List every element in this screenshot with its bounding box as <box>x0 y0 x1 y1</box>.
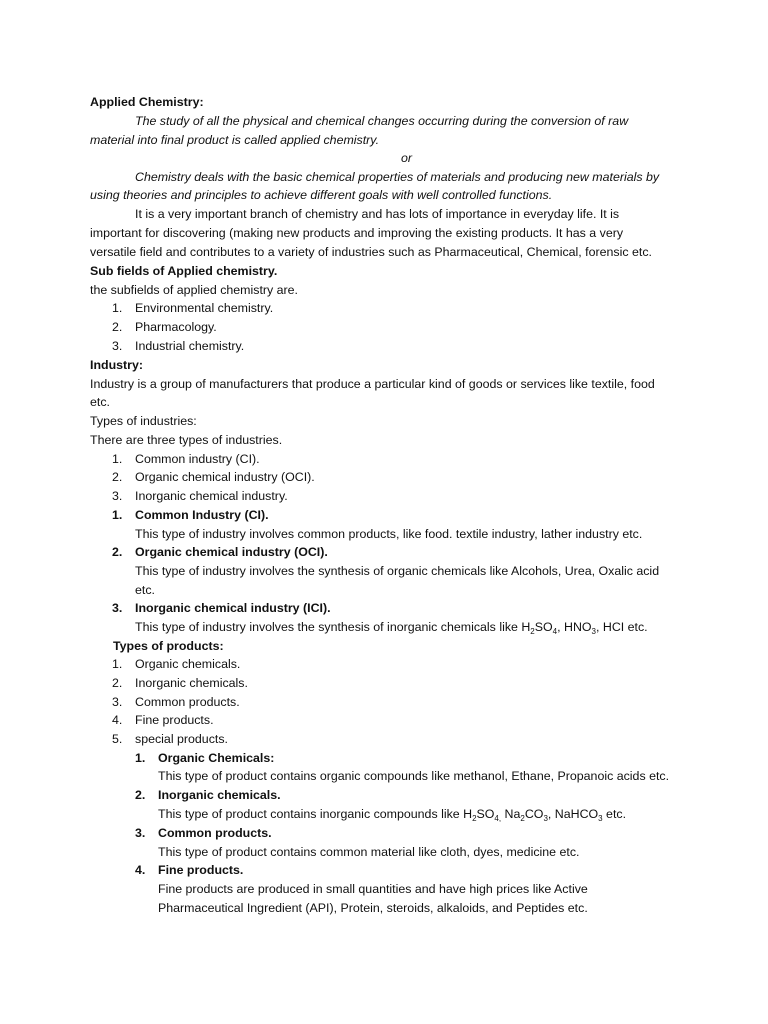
or-separator: or <box>401 151 413 165</box>
definition-line: Chemistry deals with the basic chemical properties of materials and producing new materials by <box>135 170 660 184</box>
definition-line: The study of all the physical and chemical changes occurring during the conversion of raw <box>135 114 629 128</box>
oci-description: etc. <box>135 583 155 597</box>
document-page: Applied Chemistry: The study of all the physical and chemical changes occurring during the conversion of raw material into final product is called applied chemistry. or Chemistry deals with the basic chemical properties of materials and producing new materials by using theories and principles to achieve different goals with well controlled functions. It is a very important branch of chemistry and has lots of importance in everyday life. It is important for discovering (making new products and improving the existing products. It has a very versatile field and contributes to a variety of industries such as Pharmaceutical, Chemical, forensic etc. Sub fields of Applied chemistry. the subfields of applied chemistry are. 1. Environmental chemistry. 2. Pharmacology. 3. Industrial chemistry. Industry: Industry is a group of manufacturers that produce a particular kind of goods or services like textile, food etc. Types of industries: There are three types of industries. 1. Common industry (CI). 2. Organic chemical industry (OCI). 3. Inorganic chemical industry. 1. Common Industry (CI). This type of industry involves common products, like food. textile industry, lather industry etc. 2. Organic chemical industry (OCI). This type of industry involves the synthesis of organic chemicals like Alcohols, Urea, Oxalic acid etc. 3. Inorganic chemical industry (ICI). This type of industry involves the synthesis of inorganic chemicals like $H_2SO_4$, $HNO_3$, HCI etc. Types of products: 1. Organic chemicals. 2. Inorganic chemicals. 3. Common products. 4. Fine products. 5. special products. 1. Organic Chemicals: This type of product contains organic compounds like methanol, Ethane, Propanoic acids etc. 2. Inorganic chemicals. This type of product contains inorganic compounds like $H_2SO_{4,}$ $Na_2CO_3$, NaHCO$_3$ etc. 3. Common products. This type of product contains common material like cloth, dyes, medicine etc. 4. Fine products. Fine products are produced in small quantities and have high prices like Active Pharmaceutical Ingredient (API), Protein, steroids, alkaloids, and Peptides etc. <box>0 0 768 1024</box>
organic-products-description: This type of product contains organic compounds like methanol, Ethane, Propanoic acids etc. <box>158 769 670 783</box>
definition-line: material into final product is called applied chemistry. <box>90 133 380 147</box>
inorganic-products-description: This type of product contains inorganic compounds like $H_2SO_{4,}$ $Na_2CO_3$, NaHCO$_3$ etc. <box>158 807 627 823</box>
types-of-industries-intro: There are three types of industries. <box>90 433 283 447</box>
definition-line: using theories and principles to achieve different goals with well controlled functions. <box>90 188 553 202</box>
ci-description: This type of industry involves common products, like food. textile industry, lather industry etc. <box>135 527 643 541</box>
industry-heading: Industry: <box>90 358 144 372</box>
subfields-intro: the subfields of applied chemistry are. <box>90 283 298 297</box>
ici-description: This type of industry involves the synthesis of inorganic chemicals like $H_2SO_4$, $HNO_3$, HCI etc. <box>135 620 648 636</box>
subfields-heading: Sub fields of Applied chemistry. <box>90 264 278 278</box>
common-products-description: This type of product contains common material like cloth, dyes, medicine etc. <box>158 845 580 859</box>
importance-line: versatile field and contributes to a variety of industries such as Pharmaceutical, Chemical, forensic etc. <box>90 245 652 259</box>
types-of-industries-label: Types of industries: <box>90 414 197 428</box>
fine-products-description: Pharmaceutical Ingredient (API), Protein, steroids, alkaloids, and Peptides etc. <box>158 901 588 915</box>
fine-products-description: Fine products are produced in small quantities and have high prices like Active <box>158 882 588 896</box>
importance-line: important for discovering (making new products and improving the existing products. It has a very <box>90 226 624 240</box>
importance-line: It is a very important branch of chemistry and has lots of importance in everyday life. It is <box>135 207 620 221</box>
page-title: Applied Chemistry: <box>90 95 204 109</box>
products-heading: Types of products: <box>113 639 224 653</box>
industry-definition: Industry is a group of manufacturers that produce a particular kind of goods or services like textile, food <box>90 377 655 391</box>
oci-description: This type of industry involves the synthesis of organic chemicals like Alcohols, Urea, Oxalic acid <box>135 564 660 578</box>
industry-definition: etc. <box>90 395 110 409</box>
